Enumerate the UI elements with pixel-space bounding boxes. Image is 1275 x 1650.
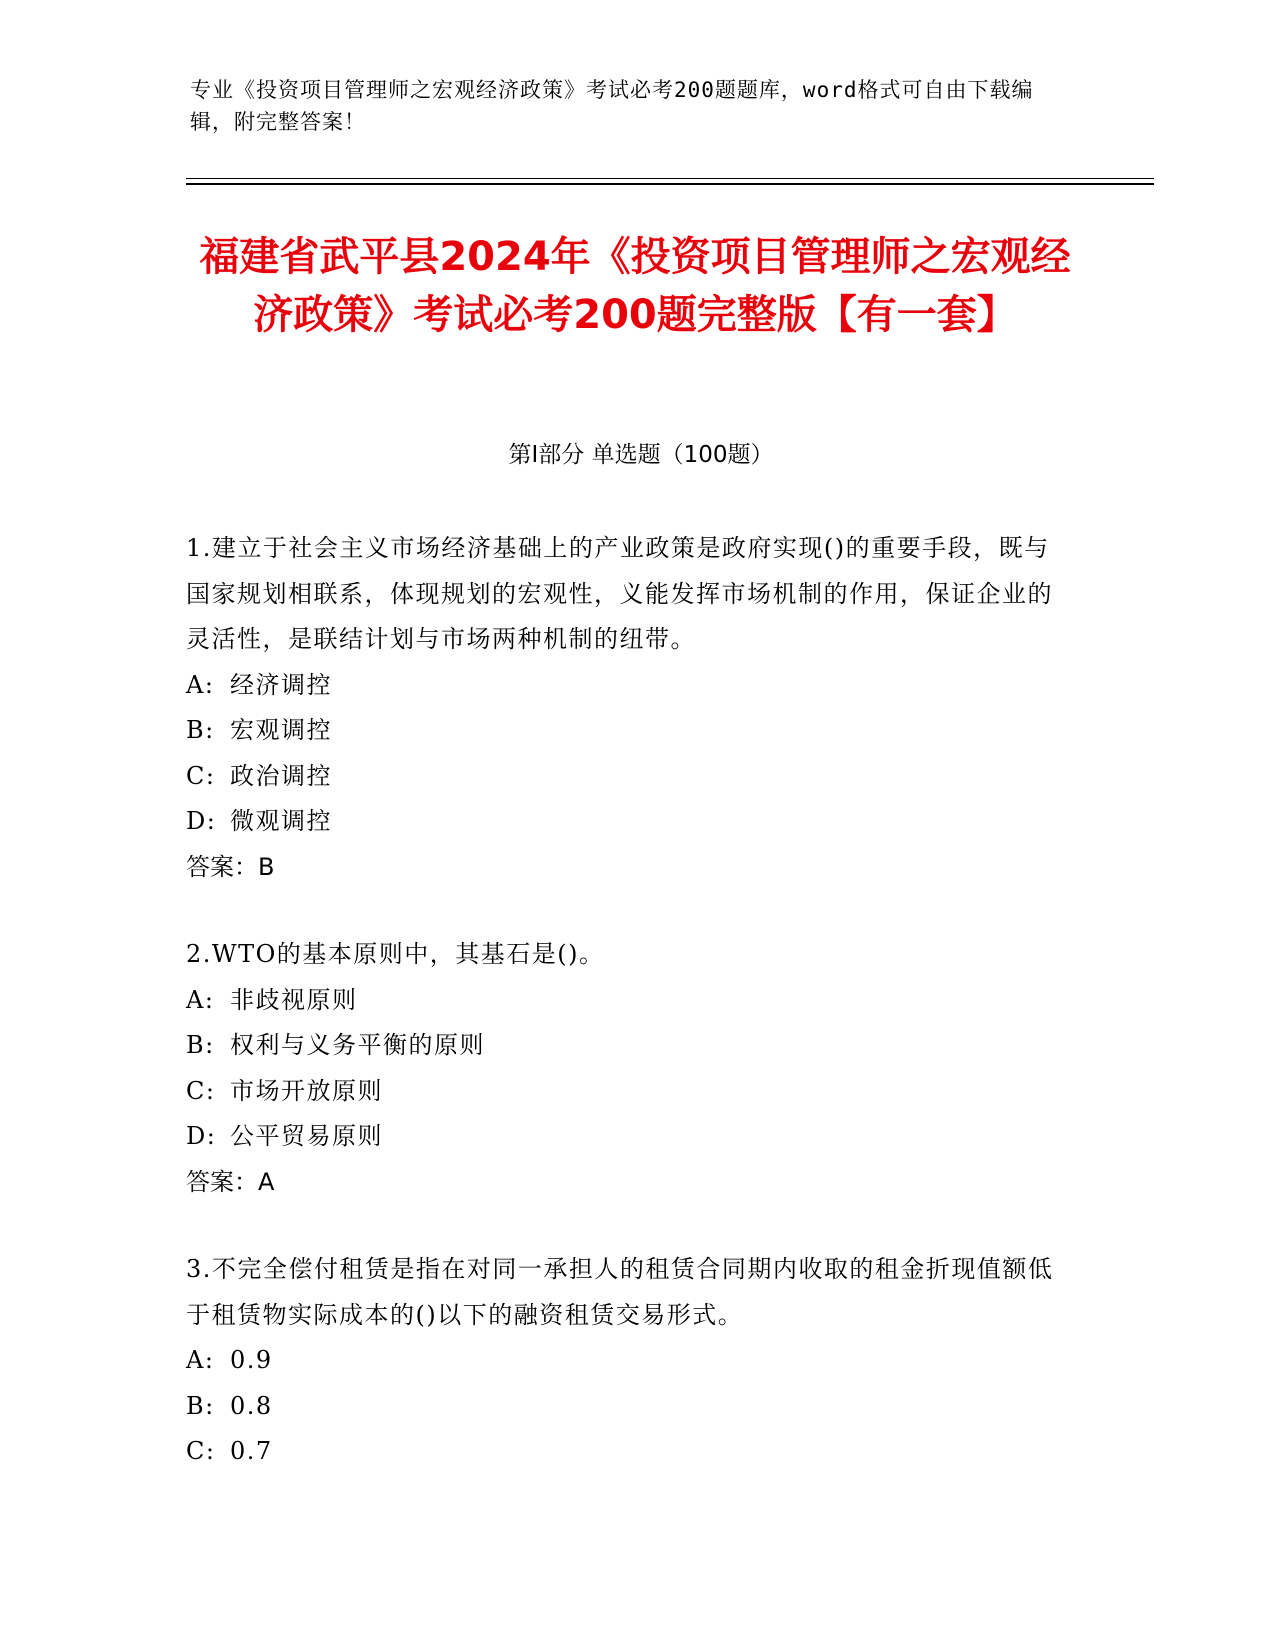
header-note: 专业《投资项目管理师之宏观经济政策》考试必考200题题库，word格式可自由下载编辑，附完整答案！ [190, 78, 1034, 134]
option-letter: C: [186, 761, 216, 790]
question-1 [186, 526, 1066, 890]
option-text: 政治调控 [230, 761, 332, 790]
option-text: 0.9 [230, 1346, 273, 1374]
question-3 [186, 1247, 1066, 1475]
option-a [186, 1338, 1066, 1384]
answer-line: 答案：A [186, 1167, 275, 1196]
option-text: 微观调控 [230, 807, 332, 835]
option-text: 非歧视原则 [230, 985, 358, 1014]
option-letter: D: [186, 807, 217, 835]
option-text: 0.8 [230, 1391, 273, 1420]
option-text: 权利与义务平衡的原则 [230, 1031, 485, 1059]
option-text: 市场开放原则 [230, 1076, 383, 1105]
option-c [186, 1069, 1066, 1115]
question-stem: 1.建立于社会主义市场经济基础上的产业政策是政府实现()的重要手段，既与国家规划相联系，体现规划的宏观性，义能发挥市场机制的作用，保证企业的灵活性，是联结计划与市场两种机制的纽带。 [186, 534, 1053, 653]
option-b [186, 708, 1066, 754]
option-text: 经济调控 [230, 670, 332, 699]
header-divider-top [186, 178, 1154, 179]
option-text: 公平贸易原则 [230, 1122, 383, 1150]
option-c [186, 1429, 1066, 1475]
option-d [186, 1114, 1066, 1160]
option-letter: C: [186, 1437, 216, 1465]
option-a [186, 978, 1066, 1024]
option-letter: C: [186, 1076, 216, 1105]
option-letter: A: [186, 985, 215, 1014]
option-c [186, 754, 1066, 800]
option-letter: B: [186, 1391, 215, 1420]
question-stem: 3.不完全偿付租赁是指在对同一承担人的租赁合同期内收取的租金折现值额低于租赁物实际成本的()以下的融资租赁交易形式。 [186, 1255, 1054, 1329]
option-letter: A: [186, 1346, 215, 1374]
question-2 [186, 932, 1066, 1205]
question-stem: 2.WTO的基本原则中，其基石是()。 [186, 940, 605, 968]
question-list [186, 526, 1066, 1517]
option-text: 宏观调控 [230, 716, 332, 744]
option-a [186, 663, 1066, 709]
option-b [186, 1384, 1066, 1430]
document-title: 福建省武平县2024年《投资项目管理师之宏观经济政策》考试必考200题完整版【有一套】 [199, 234, 1071, 338]
option-b [186, 1023, 1066, 1069]
option-text: 0.7 [230, 1437, 273, 1465]
option-d [186, 799, 1066, 845]
option-letter: D: [186, 1122, 217, 1150]
option-letter: A: [186, 670, 215, 699]
section-heading: 第I部分 单选题（100题） [508, 442, 774, 468]
answer-line: 答案：B [186, 852, 275, 881]
header-divider-bottom [186, 183, 1154, 185]
option-letter: B: [186, 1031, 215, 1059]
option-letter: B: [186, 716, 215, 744]
